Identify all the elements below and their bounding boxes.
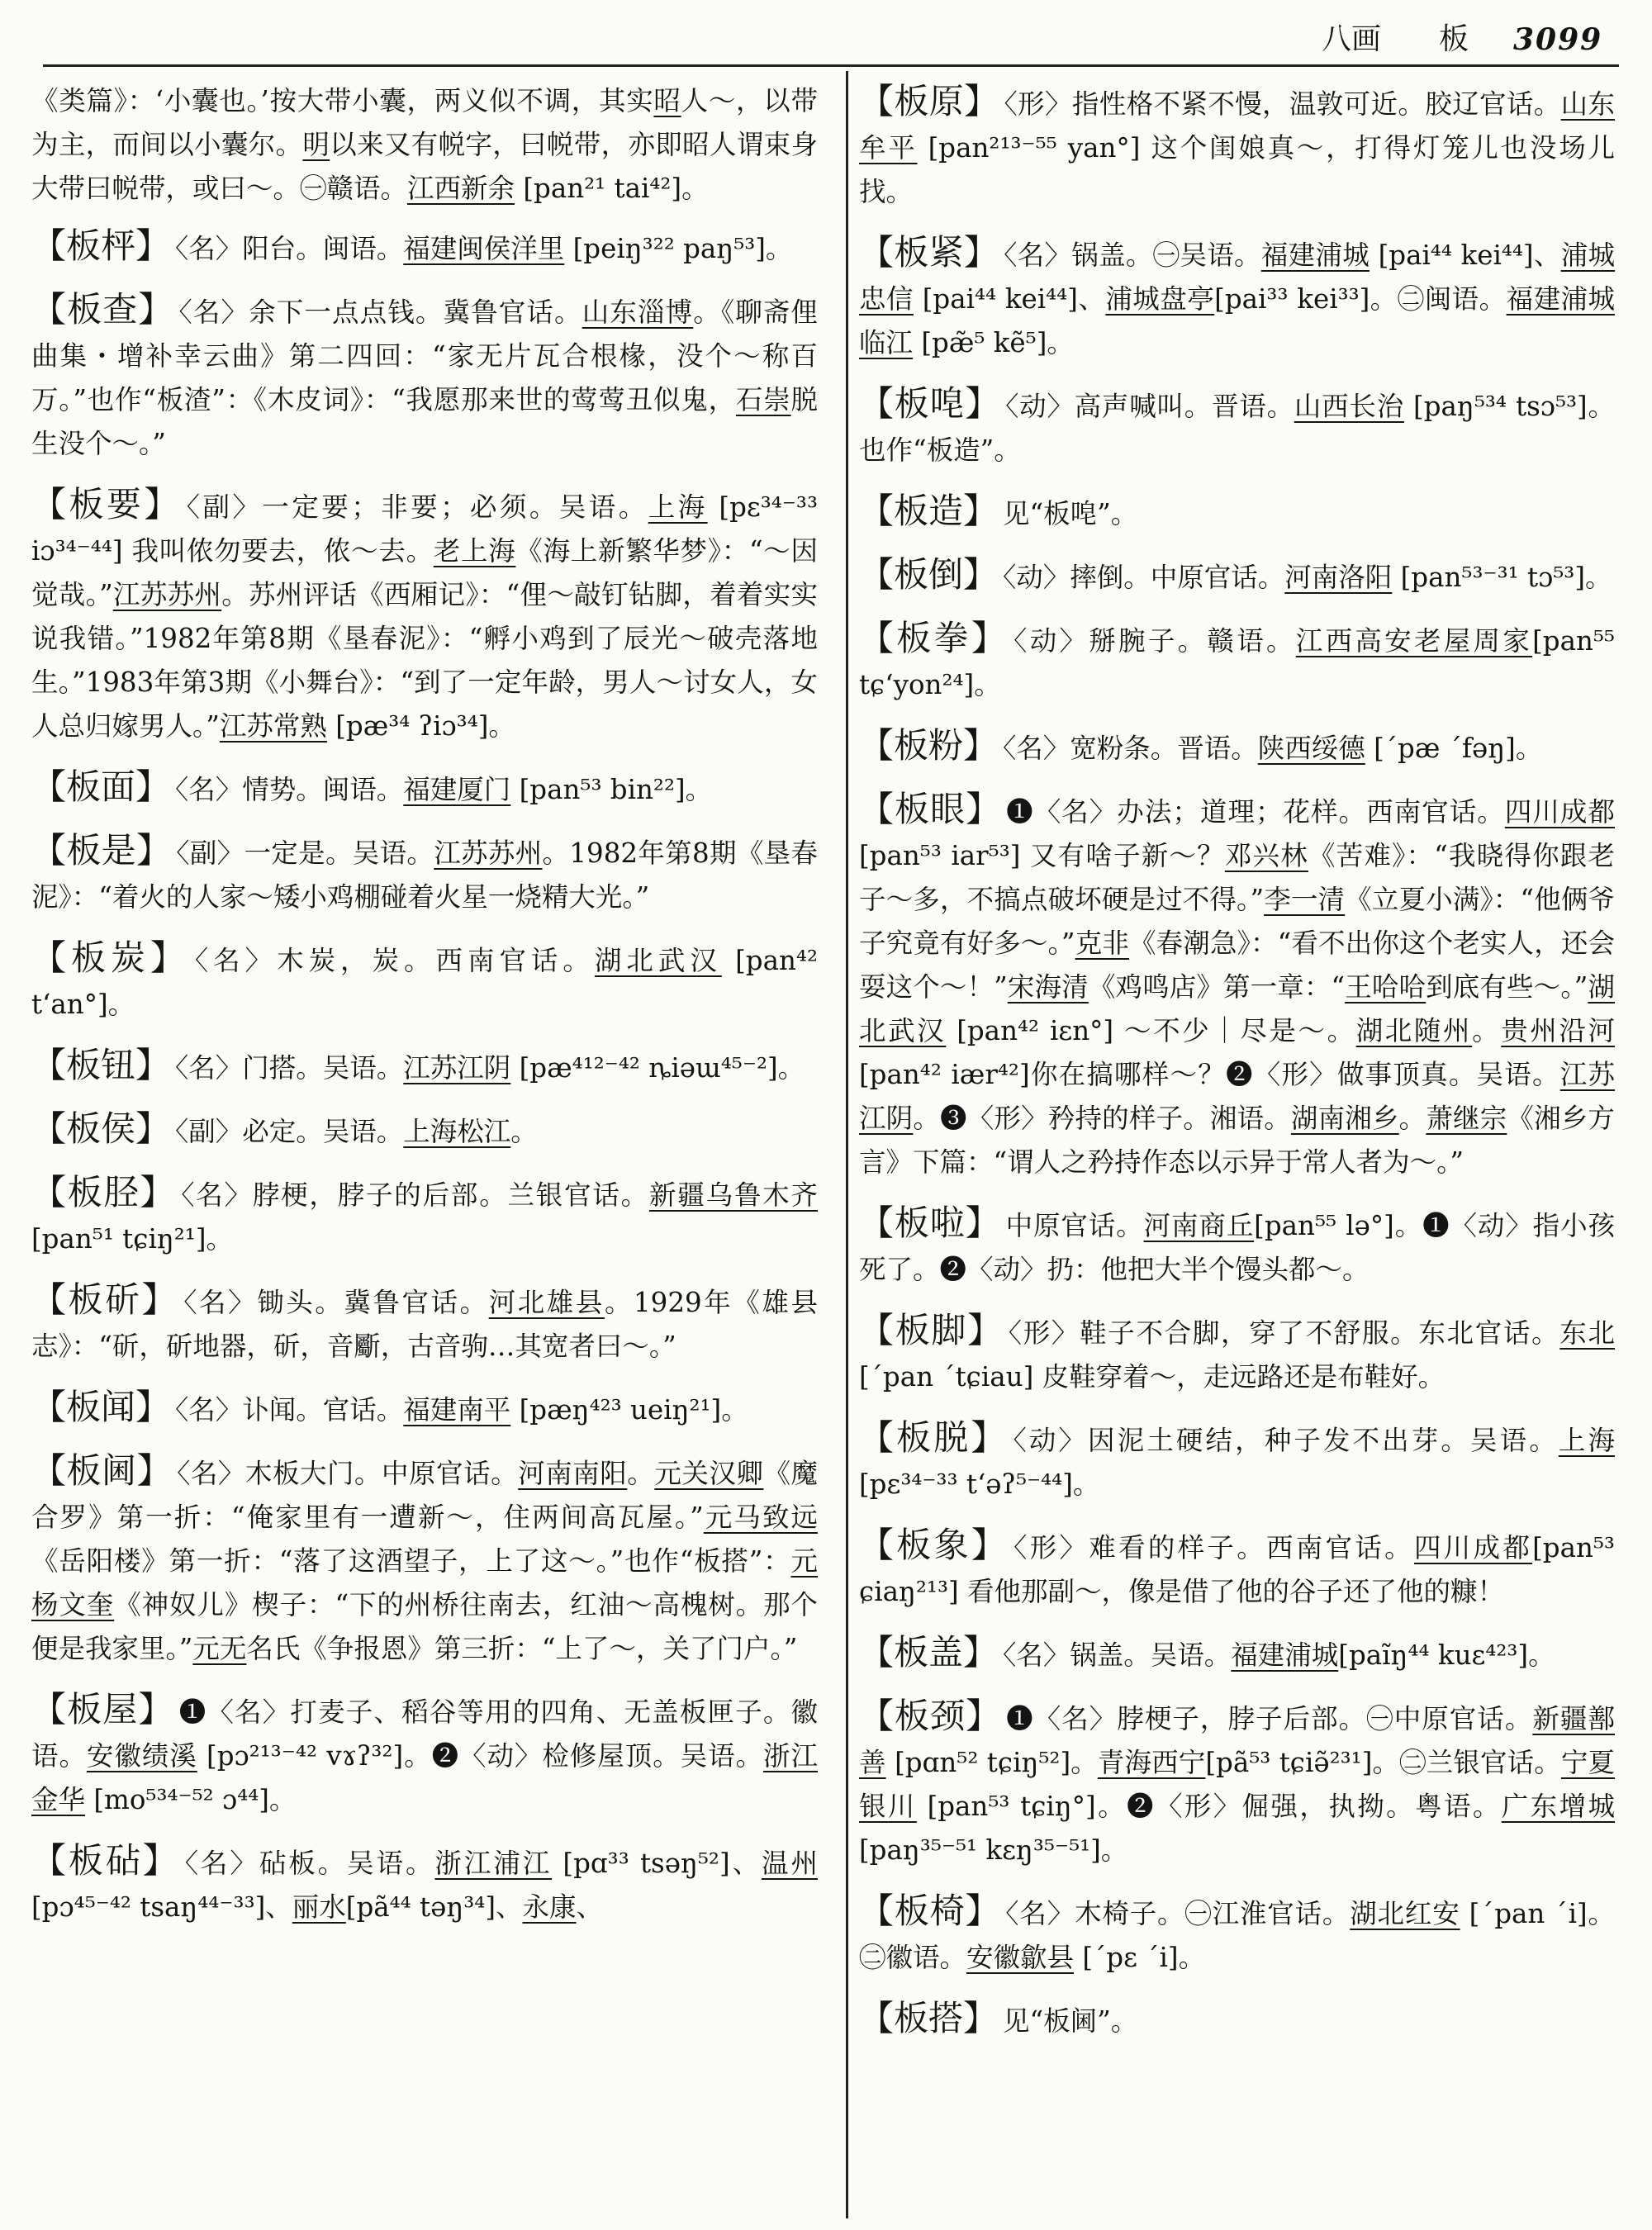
entry-definition: 〈名〉宽粉条。晋语。陕西绥德 [ˊpæ ˊfəŋ]。 <box>1003 733 1543 764</box>
dictionary-entry-ban-zao1 <box>859 382 1615 472</box>
entry-headword: 【板侯】 <box>31 1108 171 1149</box>
entry-headword: 【板粉】 <box>859 725 999 766</box>
page-header <box>1289 18 1619 61</box>
entry-definition: 〈副〉一定是。吴语。江苏苏州。1982年第8期《垦春泥》：“着火的人家～矮小鸡棚碰着火星一烧精大光。” <box>31 837 818 913</box>
dictionary-entry-ban-xiang <box>859 1523 1615 1614</box>
column-divider <box>846 71 848 2218</box>
entry-headword: 【板阃】 <box>31 1450 173 1491</box>
entry-headword: 【板搭】 <box>859 1998 999 2038</box>
entry-definition: 〈名〉情势。闽语。福建厦门 [pan⁵³ bin²²]。 <box>175 774 713 805</box>
entry-headword: 【板炭】 <box>31 937 190 978</box>
entry-definition: 〈形〉鞋子不合脚，穿了不舒服。东北官话。东北[ˊpan ˊtɕiau] 皮鞋穿着～，走远路还是布鞋好。 <box>859 1317 1615 1393</box>
entry-headword: 【板胫】 <box>31 1172 177 1212</box>
dictionary-entry-ban-wen <box>31 1385 818 1432</box>
entry-definition: 〈名〉木椅子。㊀江淮官话。湖北红安 [ˊpan ˊi]。㊁徽语。安徽歙县 [ˊpɛ ˊi]。 <box>859 1898 1615 1973</box>
dictionary-entry-ban-gai <box>859 1630 1615 1677</box>
dictionary-entry-ban-yan <box>859 787 1615 1184</box>
dictionary-entry-ban-dao <box>859 553 1615 600</box>
entry-definition: 〈副〉必定。吴语。上海松江。 <box>175 1116 538 1147</box>
entry-headword: 【板屋】 <box>31 1689 174 1729</box>
dictionary-entry-ban-zhu <box>31 1278 818 1369</box>
entry-definition: 〈动〉掰腕子。赣语。江西高安老屋周家[pan⁵⁵ tɕʻyon²⁴]。 <box>859 625 1615 700</box>
entry-definition: 〈名〉锄头。冀鲁官话。河北雄县。1929年《雄县志》：“斫，斫地器，斫，音斸，古音驹…其宽者曰～。” <box>31 1287 818 1362</box>
entry-definition: 〈名〉锅盖。吴语。福建浦城[paĩŋ⁴⁴ kuɛ⁴²³]。 <box>1003 1639 1555 1671</box>
dictionary-entry-ban-hou <box>31 1107 818 1154</box>
entry-headword: 【板钮】 <box>31 1045 171 1085</box>
dictionary-entry-ban-zao2 <box>859 489 1615 536</box>
entry-headword: 【板要】 <box>31 484 182 524</box>
entry-headword: 【板眼】 <box>859 789 1002 829</box>
entry-definition: 〈名〉门搭。吴语。江苏江阴 [pæ⁴¹²⁻⁴² ȵiəɯ⁴⁵⁻²]。 <box>175 1052 805 1084</box>
dictionary-entry-ban-shi <box>31 828 818 919</box>
entry-definition: 见“板阃”。 <box>1003 2005 1138 2037</box>
entry-definition: ❶〈名〉打麦子、稻谷等用的四角、无盖板匣子。徽语。安徽绩溪 [pɔ²¹³⁻⁴² vɤʔ³²]。❷〈动〉检修屋顶。吴语。浙江金华 [mo⁵³⁴⁻⁵² ɔ⁴⁴]。 <box>31 1696 818 1815</box>
entry-headword: 【板椅】 <box>859 1891 1001 1931</box>
entry-definition: 〈名〉木板大门。中原官话。河南南阳。元关汉卿《魔合罗》第一折：“俺家里有一遭新～，住两间高瓦屋。”元马致远《岳阳楼》第一折：“落了这酒望子，上了这～。”也作“板搭”：元杨文奎《神奴儿》楔子：“下的州桥往南去，红油～高槐树。那个便是我家里。”元无名氏《争报恩》第三折：“上了～，关了门户。” <box>31 1458 818 1664</box>
entry-definition: 〈名〉锅盖。㊀吴语。福建浦城 [pai⁴⁴ kei⁴⁴]、浦城忠信 [pai⁴⁴ kei⁴⁴]、浦城盘亭[pai³³ kei³³]。㊁闽语。福建浦城临江 [pæ̃⁵ kẽ⁵]。 <box>859 240 1615 358</box>
dictionary-entry-ban-cha <box>31 287 818 466</box>
dictionary-entry-ban-jin <box>859 230 1615 365</box>
entry-definition: 〈动〉因泥土硬结，种子发不出芽。吴语。上海 [pɛ³⁴⁻³³ tʻəʔ⁵⁻⁴⁴]。 <box>859 1425 1615 1500</box>
dictionary-entry-ban-fen <box>859 724 1615 771</box>
entry-definition: 见“板唣”。 <box>1003 498 1138 529</box>
entry-definition: 〈形〉难看的样子。西南官话。四川成都[pan⁵³ ɕiaŋ²¹³] 看他那副～，像是借了他的谷子还了他的糠！ <box>859 1532 1615 1607</box>
entry-definition: ❶〈名〉办法；道理；花样。西南官话。四川成都 [pan⁵³ iar⁵³] 又有啥子新～？邓兴林《苦难》：“我晓得你跟老子～多，不搞点破坏硬是过不得。”李一清《立夏小满》：“他俩爷子究竟有好多～。”克非《春潮急》：“看不出你这个老实人，还会耍这个～！”宋海清《鸡鸣店》第一章：“王哈哈到底有些～。”湖北武汉 [pan⁴² iɛn°] ～不少｜尽是～。湖北随州。贵州沿河[pan⁴² iær⁴²]你在搞哪样～？❷〈形〉做事顶真。吴语。江苏江阴。❸〈形〉矜持的样子。湘语。湖南湘乡。萧继宗《湘乡方言》下篇：“谓人之矜持作态以示异于常人者为～。” <box>859 796 1615 1178</box>
entry-headword: 【板面】 <box>31 766 171 807</box>
entry-headword: 【板斫】 <box>31 1279 179 1320</box>
dictionary-entry-ban-tuo <box>859 1416 1615 1506</box>
dictionary-entry-ban-jing <box>31 1170 818 1261</box>
entry-headword: 【板盖】 <box>859 1632 999 1672</box>
dictionary-entry-ban-kun <box>31 1449 818 1671</box>
right-column <box>859 79 1615 2060</box>
header-rule <box>43 64 1619 67</box>
dictionary-entry-ban-niu <box>31 1043 818 1090</box>
running-head-character: 板 <box>1439 22 1469 56</box>
dictionary-entry-ban-tan <box>31 936 818 1027</box>
entry-headword: 【板查】 <box>31 289 174 330</box>
dictionary-entry-ban-yi <box>859 1889 1615 1980</box>
dictionary-entry-ban-jiao <box>859 1308 1615 1399</box>
dictionary-entry-ban-wu <box>31 1687 818 1822</box>
entry-headword: 【板颈】 <box>859 1696 1002 1736</box>
entry-definition: 〈副〉一定要；非要；必须。吴语。上海 [pɛ³⁴⁻³³ iɔ³⁴⁻⁴⁴] 我叫侬勿要去，侬～去。老上海《海上新繁华梦》：“～因觉哉。”江苏苏州。苏州评话《西厢记》：“俚～敲钉钻脚，着着实实说我错。”1982年第8期《垦春泥》：“孵小鸡到了辰光～破壳落地生。”1983年第3期《小舞台》：“到了一定年龄，男人～讨女人，女人总归嫁男人。”江苏常熟 [pæ³⁴ ʔiɔ³⁴]。 <box>31 491 818 742</box>
entry-headword: 【板脱】 <box>859 1417 1009 1458</box>
entry-headword: 【板象】 <box>859 1525 1009 1565</box>
entry-headword: 【板脚】 <box>859 1310 1004 1350</box>
entry-definition: 〈名〉木炭，炭。西南官话。湖北武汉 [pan⁴² tʻan°]。 <box>31 945 818 1020</box>
entry-definition: ❶〈名〉脖梗子，脖子后部。㊀中原官话。新疆鄯善 [pɑn⁵² tɕiŋ⁵²]。青海西宁[pã⁵³ tɕiə̃²³¹]。㊁兰银官话。宁夏银川 [pan⁵³ tɕiŋ°]。❷〈形〉倔强，执拗。粤语。广东增城 [paŋ³⁵⁻⁵¹ kɛŋ³⁵⁻⁵¹]。 <box>859 1703 1615 1866</box>
entry-headword: 【板原】 <box>859 81 999 121</box>
dictionary-entry-ban-zhen <box>31 1839 818 1929</box>
entry-headword: 【板造】 <box>859 491 999 531</box>
entry-headword: 【板倒】 <box>859 554 999 595</box>
entry-headword: 【板拳】 <box>859 618 1009 658</box>
entry-definition: 〈动〉高声喊叫。晋语。山西长治 [paŋ⁵³⁴ tsɔ⁵³]。也作“板造”。 <box>859 391 1615 466</box>
entry-definition: 〈形〉指性格不紧不慢，温敦可近。胶辽官话。山东牟平 [pan²¹³⁻⁵⁵ yan°] 这个闺娘真～，打得灯笼儿也没场儿找。 <box>859 88 1615 207</box>
entry-definition: 〈名〉砧板。吴语。浙江浦江 [pɑ³³ tsəŋ⁵²]、温州 [pɔ⁴⁵⁻⁴² tsaŋ⁴⁴⁻³³]、丽水[pã⁴⁴ təŋ³⁴]、永康、 <box>31 1848 818 1923</box>
entry-headword: 【板紧】 <box>859 232 999 273</box>
dictionary-entry-cont <box>31 79 818 211</box>
entry-headword: 【板啦】 <box>859 1203 1001 1243</box>
dictionary-entry-ban-da <box>859 1996 1615 2043</box>
dictionary-entry-ban-yao <box>31 482 818 748</box>
left-column <box>31 79 818 1946</box>
dictionary-entry-ban-yuan <box>859 79 1615 214</box>
entry-definition: 〈名〉讣闻。官话。福建南平 [pæŋ⁴²³ ueiŋ²¹]。 <box>175 1394 748 1426</box>
dictionary-entry-ban-jing2 <box>859 1694 1615 1872</box>
entry-definition: 〈名〉余下一点点钱。冀鲁官话。山东淄博。《聊斋俚曲集・增补幸云曲》第二四回：“家无片瓦合根椽，没个～称百万。”也作“板渣”：《木皮词》：“我愿那来世的莺莺丑似鬼，石崇脱生没个～。” <box>31 297 818 459</box>
entry-definition: 〈动〉摔倒。中原官话。河南洛阳 [pan⁵³⁻³¹ tɔ⁵³]。 <box>1003 562 1612 593</box>
entry-headword: 【板枰】 <box>31 225 171 266</box>
dictionary-entry-ban-ping <box>31 224 818 271</box>
dictionary-entry-ban-quan <box>859 616 1615 707</box>
dictionary-entry-ban-la <box>859 1201 1615 1292</box>
entry-headword: 【板闻】 <box>31 1387 171 1427</box>
entry-definition: 中原官话。河南商丘[pan⁵⁵ lə°]。❶〈动〉指小孩死了。❷〈动〉扔：他把大半个馒头都～。 <box>859 1210 1615 1285</box>
entry-headword: 【板唣】 <box>859 383 1001 424</box>
entry-headword: 【板砧】 <box>31 1840 180 1881</box>
entry-definition: 《类篇》：‘小囊也。’按大带小囊，两义似不调，其实昭人～，以带为主，而间以小囊尔。明以来又有帨字，曰帨带，亦即昭人谓束身大带曰帨带，或曰～。㊀赣语。江西新余 [pan²¹ tai⁴²]。 <box>31 85 818 204</box>
dictionary-entry-ban-mian <box>31 765 818 812</box>
entry-definition: 〈名〉脖梗，脖子的后部。兰银官话。新疆乌鲁木齐 [pan⁵¹ tɕiŋ²¹]。 <box>31 1179 818 1255</box>
page-number: 3099 <box>1513 22 1603 57</box>
entry-definition: 〈名〉阳台。闽语。福建闽侯洋里 [peiŋ³²² paŋ⁵³]。 <box>175 233 793 264</box>
stroke-count-label: 八画 <box>1322 22 1382 56</box>
entry-headword: 【板是】 <box>31 830 172 871</box>
